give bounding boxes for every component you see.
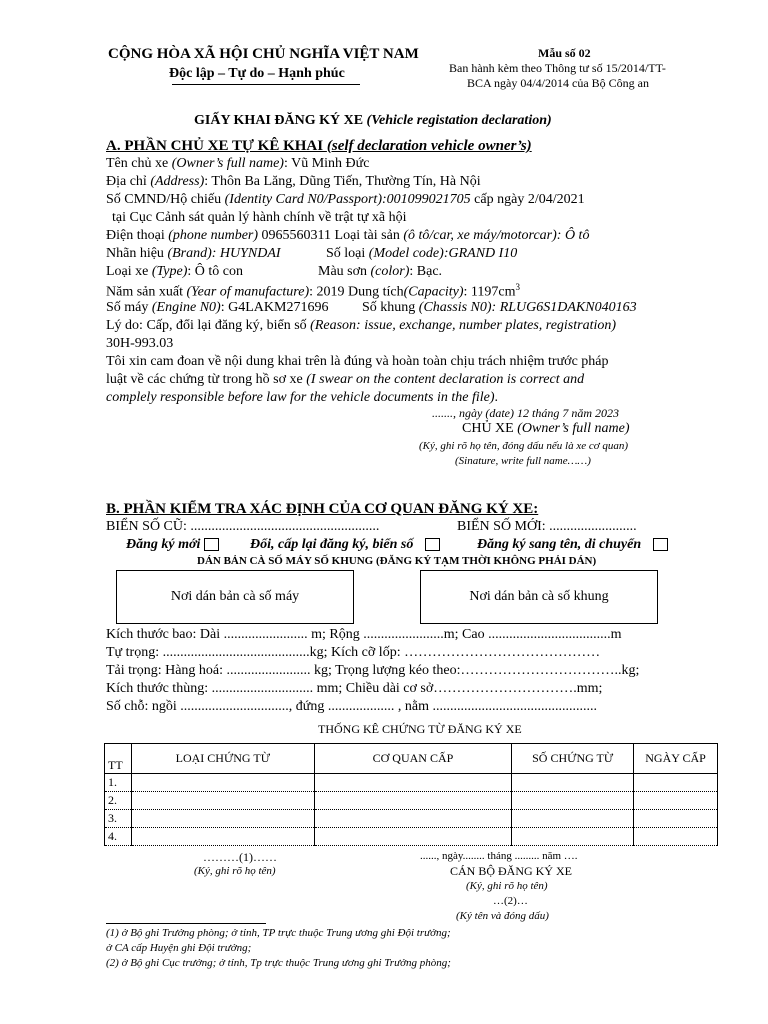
new-plate-field: BIỂN SỐ MỚI: ......................... bbox=[457, 519, 637, 534]
option-transfer-checkbox[interactable] bbox=[653, 538, 668, 551]
table-row: 3. bbox=[105, 810, 718, 828]
seats-row: Số chỗ: ngồi ..............................., đứng ................... , nằm ............................................... bbox=[106, 699, 597, 714]
id-place-row: tại Cục Cảnh sát quản lý hành chính về trật tự xã hội bbox=[112, 210, 407, 225]
footnote-divider bbox=[106, 923, 266, 924]
color-row: Màu sơn (color): Bạc. bbox=[318, 264, 443, 279]
year-capacity-row: Năm sản xuất (Year of manufacture): 2019 Dung tích(Capacity): $1197cm^3$ bbox=[106, 282, 520, 300]
form-number: Mẫu số 02 bbox=[538, 46, 591, 60]
table-title: THỐNG KÊ CHỨNG TỪ ĐĂNG KÝ XE bbox=[318, 722, 522, 736]
old-plate-field: BIỂN SỐ CŨ: ...................................................... bbox=[106, 519, 380, 534]
country-name: CỘNG HÒA XÃ HỘI CHỦ NGHĨA VIỆT NAM bbox=[108, 46, 419, 62]
option-transfer-registration: Đăng ký sang tên, di chuyển bbox=[477, 537, 668, 553]
weight-row: Tự trọng: ..........................................kg; Kích cỡ lốp: …………………………………… bbox=[106, 645, 601, 660]
header-document-number: SỐ CHỨNG TỪ bbox=[512, 744, 634, 774]
left-signature-placeholder: ………(1)…… bbox=[203, 850, 277, 864]
registrar-title: CÁN BỘ ĐĂNG KÝ XE bbox=[450, 864, 572, 878]
id-card-row: Số CMND/Hộ chiếu (Identity Card N0/Passport):001099021705 cấp ngày 2/04/2021 bbox=[106, 192, 585, 207]
option-new-registration: Đăng ký mới bbox=[126, 537, 219, 553]
footnote-2: (2) ở Bộ ghi Cục trưởng; ở tỉnh, Tp trực thuộc Trung ương ghi Trưởng phòng; bbox=[106, 957, 451, 969]
left-signature-note: (Ký, ghi rõ họ tên) bbox=[194, 865, 276, 877]
option-new-checkbox[interactable] bbox=[204, 538, 219, 551]
load-row: Tải trọng: Hàng hoá: ........................ kg; Trọng lượng kéo theo:……………………………..kg; bbox=[106, 663, 640, 678]
signature-note-2: (Sinature, write full name……) bbox=[455, 455, 591, 467]
header-tt: TT bbox=[105, 744, 132, 774]
type-row: Loại xe (Type): Ô tô con bbox=[106, 264, 243, 279]
oath-line-1: Tôi xin cam đoan về nội dung khai trên là đúng và hoàn toàn chịu trách nhiệm trước pháp bbox=[106, 354, 609, 369]
reason-row: Lý do: Cấp, đổi lại đăng ký, biển số (Reason: issue, exchange, number plates, registration) bbox=[106, 318, 617, 333]
option-change-checkbox[interactable] bbox=[425, 538, 440, 551]
chassis-row: Số khung (Chassis N0): RLUG6S1DAKN040163 bbox=[362, 300, 637, 315]
stamp-instruction: DÁN BẢN CÀ SỐ MÁY SỐ KHUNG (ĐĂNG KÝ TẠM THỜI KHÔNG PHẢI DÁN) bbox=[197, 555, 597, 567]
section-a-heading: A. PHẦN CHỦ XE TỰ KÊ KHAI (self declaration vehicle owner’s) bbox=[106, 138, 532, 154]
signature-note-1: (Ký, ghi rõ họ tên, đóng dấu nếu là xe cơ quan) bbox=[419, 440, 629, 452]
motto-underline bbox=[172, 84, 360, 85]
issued-line-2: BCA ngày 04/4/2014 của Bộ Công an bbox=[467, 76, 649, 90]
national-motto: Độc lập – Tự do – Hạnh phúc bbox=[169, 66, 345, 81]
header-issuer: CƠ QUAN CẤP bbox=[314, 744, 512, 774]
dimensions-row: Kích thước bao: Dài ........................ m; Rộng .......................m; Cao ...................................m bbox=[106, 627, 622, 642]
documents-table bbox=[104, 743, 718, 846]
owner-signature-title: CHỦ XE (Owner’s full name) bbox=[462, 421, 630, 436]
address-row: Địa chỉ (Address): Thôn Ba Lăng, Dũng Tiến, Thường Tín, Hà Nội bbox=[106, 174, 481, 189]
engine-number-box: Nơi dán bản cà số máy bbox=[116, 570, 354, 624]
footnote-1: (1) ở Bộ ghi Trưởng phòng; ở tỉnh, TP trực thuộc Trung ương ghi Đội trưởng; bbox=[106, 927, 451, 939]
body-size-row: Kích thước thùng: ............................. mm; Chiều dài cơ sở………………………….mm; bbox=[106, 681, 603, 696]
owner-name-row: Tên chủ xe (Owner’s full name): Vũ Minh Đức bbox=[106, 156, 370, 171]
declaration-date: ......., ngày (date) 12 tháng 7 năm 2023 bbox=[432, 406, 619, 420]
oath-line-2: luật về các chứng từ trong hồ sơ xe (I swear on the content declaration is correct and bbox=[106, 372, 585, 387]
registrar-placeholder: …(2)… bbox=[493, 895, 528, 907]
registrar-note: (Ký, ghi rõ họ tên) bbox=[466, 880, 548, 892]
option-change-registration: Đổi, cấp lại đăng ký, biển số bbox=[250, 537, 440, 553]
plate-number: 30H-993.03 bbox=[106, 336, 174, 351]
issued-line-1: Ban hành kèm theo Thông tư số 15/2014/TT- bbox=[449, 61, 666, 75]
section-b-heading: B. PHẦN KIỂM TRA XÁC ĐỊNH CỦA CƠ QUAN ĐĂNG KÝ XE: bbox=[106, 501, 539, 517]
registrar-stamp-note: (Ký tên và đóng dấu) bbox=[456, 910, 549, 922]
table-row: 4. bbox=[105, 828, 718, 846]
model-row: Số loại (Model code):GRAND I10 bbox=[326, 246, 518, 261]
document-title: GIẤY KHAI ĐĂNG KÝ XE (Vehicle registation declaration) bbox=[194, 113, 552, 128]
engine-row: Số máy (Engine N0): G4LAKM271696 bbox=[106, 300, 329, 315]
chassis-number-box: Nơi dán bản cà số khung bbox=[420, 570, 658, 624]
header-document-type: LOẠI CHỨNG TỪ bbox=[131, 744, 314, 774]
oath-line-3: complely responsible before law for the vehicle documents in the file). bbox=[106, 390, 499, 405]
phone-asset-row: Điện thoại (phone number) 0965560311 Loại tài sản (ô tô/car, xe máy/motorcar): Ô tô bbox=[106, 228, 590, 243]
table-row: 2. bbox=[105, 792, 718, 810]
table-row: 1. bbox=[105, 774, 718, 792]
footnote-1-cont: ở CA cấp Huyện ghi Đội trưởng; bbox=[106, 942, 252, 954]
brand-row: Nhãn hiệu (Brand): HUYNDAI bbox=[106, 246, 281, 261]
header-issue-date: NGÀY CẤP bbox=[634, 744, 718, 774]
registrar-date: ......, ngày........ tháng ......... năm …. bbox=[420, 850, 578, 862]
